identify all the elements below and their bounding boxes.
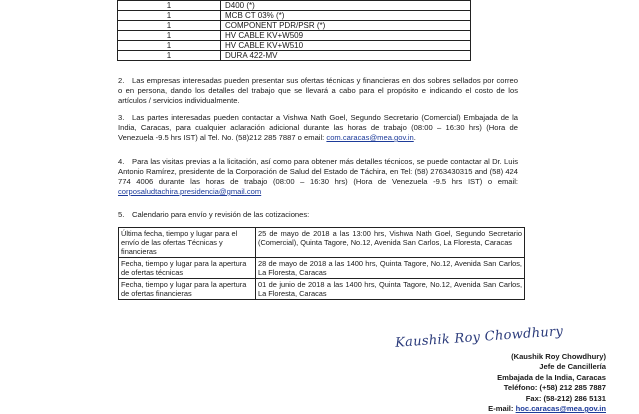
schedule-label: Fecha, tiempo y lugar para la apertura de ofertas financieras <box>119 279 256 300</box>
para3-email-link[interactable]: com.caracas@mea.gov.in <box>326 133 414 142</box>
item-qty: 1 <box>118 41 221 51</box>
para3-number: 3. <box>118 113 125 122</box>
signer-org: Embajada de la India, Caracas <box>497 372 606 382</box>
item-description: MCB CT 03% (*) <box>221 11 471 21</box>
para4-text <box>118 157 518 197</box>
signer-email-label: E-mail: <box>488 404 514 414</box>
item-description: DURA 422-MV <box>221 51 471 61</box>
handwritten-signature: Kaushik Roy Chowdhury <box>394 324 564 351</box>
para4-body: Para las visitas previas a la licitación, así como para obtener más detalles técnicos, se puede contactar al Dr. Luis Antonio Ramírez, presidente de la Corporación de Salud del Estado de Táchira, en Tel: (58) 2763430315 and (58) 424 774 4006 durante las horas de trabajo (08:00 – 16:30 hrs) (Hora de Venezuela -9.5 hrs IST) o email: <box>118 157 518 186</box>
item-description: D400 (*) <box>221 1 471 11</box>
schedule-table <box>118 227 525 300</box>
para2-number: 2. <box>118 76 125 85</box>
item-description: HV CABLE KV+W509 <box>221 31 471 41</box>
signer-title: Jefe de Cancillería <box>539 362 606 372</box>
item-row <box>118 51 471 61</box>
schedule-row <box>119 258 525 279</box>
signer-email-link[interactable]: hoc.caracas@mea.gov.in <box>515 404 606 414</box>
item-row <box>118 41 471 51</box>
para5-text: Calendario para envío y revisión de las cotizaciones: <box>132 210 310 219</box>
item-row <box>118 1 471 11</box>
para3-text <box>118 113 518 143</box>
schedule-detail: 25 de mayo de 2018 a las 13:00 hrs, Vishwa Nath Goel, Segundo Secretario (Comercial), Quinta Tagore, No.12, Avenida San Carlos, La Floresta, Caracas <box>256 228 525 258</box>
para4-number: 4. <box>118 157 125 166</box>
item-description: COMPONENT PDR/PSR (*) <box>221 21 471 31</box>
signer-phone: Teléfono: (+58) 212 285 7887 <box>503 383 606 393</box>
schedule-label: Fecha, tiempo y lugar para la apertura de ofertas técnicas <box>119 258 256 279</box>
para3-body: Las partes interesadas pueden contactar a Vishwa Nath Goel, Segundo Secretario (Comercial) Embajada de la India, Caracas, para cualquier aclaración adicional durante las horas de trabajo (08:00 – 16:30 hrs) (Hora de Venezuela -9.5 hrs IST) al Tel. No. (58)212 285 7887 o email: <box>118 113 518 142</box>
para2-text: Las empresas interesadas pueden presentar sus ofertas técnicas y financieras en dos sobres sellados por correo o en persona, dando los detalles del trabajo que se llevará a cabo para el propósito e indicando el costo de los artículos / servicios individualmente. <box>118 76 518 105</box>
schedule-detail: 28 de mayo de 2018 a las 1400 hrs, Quinta Tagore, No.12, Avenida San Carlos, La Floresta, Caracas <box>256 258 525 279</box>
item-qty: 1 <box>118 31 221 41</box>
item-qty: 1 <box>118 11 221 21</box>
item-row <box>118 31 471 41</box>
para5-number: 5. <box>118 210 125 219</box>
item-row <box>118 21 471 31</box>
signer-name: (Kaushik Roy Chowdhury) <box>511 352 606 361</box>
item-description: HV CABLE KV+W510 <box>221 41 471 51</box>
item-qty: 1 <box>118 51 221 61</box>
para3-after: . <box>413 133 416 142</box>
signature-block <box>380 352 606 414</box>
items-table <box>117 0 471 61</box>
schedule-detail: 01 de junio de 2018 a las 1400 hrs, Quinta Tagore, No.12, Avenida San Carlos, La Floresta, Caracas <box>256 279 525 300</box>
schedule-row <box>119 279 525 300</box>
schedule-row <box>119 228 525 258</box>
signer-email-line <box>380 404 606 414</box>
item-qty: 1 <box>118 21 221 31</box>
schedule-label: Última fecha, tiempo y lugar para el envío de las ofertas Técnicas y financieras <box>119 228 256 258</box>
signer-fax: Fax: (58-212) 286 5131 <box>525 393 606 403</box>
item-qty: 1 <box>118 1 221 11</box>
para4-email-link[interactable]: corposaludtachira.presidencia@gmail.com <box>118 187 262 196</box>
item-row <box>118 11 471 21</box>
